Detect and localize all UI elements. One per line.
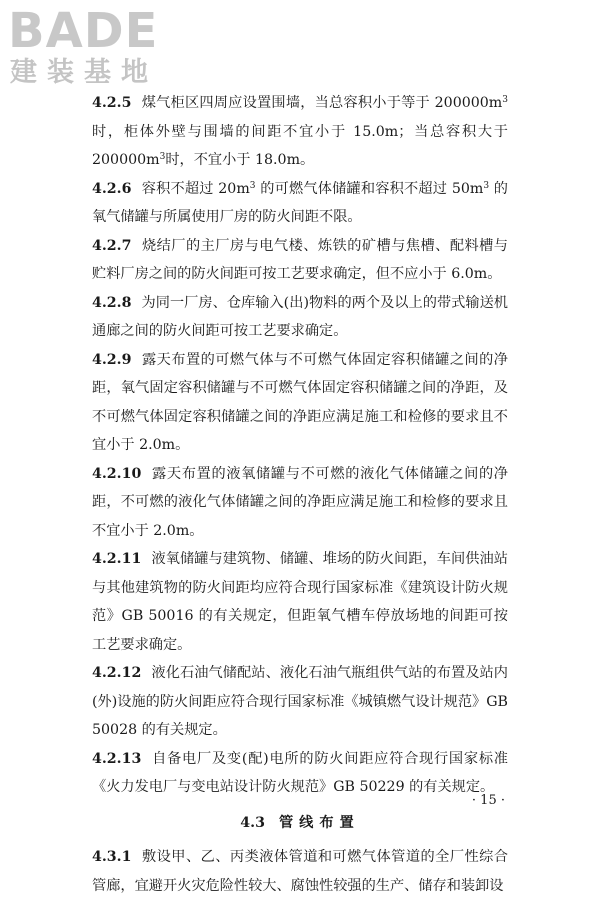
clause-number: 4.2.11 [92, 551, 142, 567]
logo-subtitle-text: 建装基地 [10, 57, 158, 88]
document-body [92, 89, 508, 900]
unit-superscript: 3 [249, 180, 256, 191]
clause-number: 4.2.10 [92, 465, 142, 482]
clause-number: 4.2.12 [92, 665, 142, 681]
clause-paragraph [92, 89, 508, 175]
unit-superscript: 3 [502, 95, 508, 105]
clause-number: 4.2.7 [92, 237, 132, 254]
clause-number: 4.2.9 [92, 351, 132, 368]
clause-number: 4.2.6 [92, 180, 132, 197]
bade-logo [8, 2, 178, 94]
clause-text: 容积不超过 20m [141, 180, 250, 197]
clause-paragraph [92, 232, 508, 289]
clause-text: 时，不宜小于 18.0m。 [165, 152, 315, 168]
clause-text: 露天布置的可燃气体与不可燃气体固定容积储罐之间的净距，氧气固定容积储罐与不可燃气体固定容积储罐之间的净距，及不可燃气体固定容积储罐之间的净距应满足施工和检修的要求且不宜小于 2.0m。 [92, 351, 508, 453]
page-number: · 15 · [471, 793, 505, 808]
unit-superscript: 3 [483, 180, 490, 191]
clause-text: 煤气柜区四周应设置围墙，当总容积小于等于 200000m [141, 95, 503, 111]
clause-text: 露天布置的液氧储罐与不可燃的液化气体储罐之间的净距，不可燃的液化气体储罐之间的净距应满足施工和检修的要求且不宜小于 2.0m。 [92, 465, 508, 539]
clause-paragraph [92, 289, 508, 346]
logo-brand-text: BADE [8, 3, 159, 59]
clause-text: 液化石油气储配站、液化石油气瓶组供气站的布置及站内(外)设施的防火间距应符合现行国家标准《城镇燃气设计规范》GB 50028 的有关规定。 [92, 665, 508, 738]
clause-text: 为同一厂房、仓库输入(出)物料的两个及以上的带式输送机通廊之间的防火间距可按工艺要求确定。 [92, 294, 508, 339]
clause-paragraph [92, 545, 508, 659]
clause-number: 4.3.1 [92, 849, 132, 865]
clause-paragraph [92, 659, 508, 745]
clause-paragraph [92, 346, 508, 460]
clause-text: 敷设甲、乙、丙类液体管道和可燃气体管道的全厂性综合管廊，宜避开火灾危险性较大、腐蚀性较强的生产、储存和装卸设 [92, 849, 508, 894]
section-title: 管线布置 [278, 814, 360, 831]
clause-text: 烧结厂的主厂房与电气楼、炼铁的矿槽与焦槽、配料槽与贮料厂房之间的防火间距可按工艺要求确定，但不应小于 6.0m。 [92, 237, 508, 282]
clause-number: 4.2.8 [92, 294, 132, 311]
section-heading [92, 809, 508, 838]
clause-number: 4.2.13 [92, 750, 142, 767]
section-number: 4.3 [240, 814, 265, 831]
clause-paragraph [92, 843, 508, 900]
clause-text: 时，柜体外壁与围墙的间距不宜小于 15.0m；当总容积大于200000m [92, 123, 508, 168]
clause-paragraph [92, 175, 508, 232]
clause-text: 的氧气储罐与所属使用厂房的防火间距不限。 [92, 180, 508, 225]
clause-text: 液氧储罐与建筑物、储罐、堆场的防火间距，车间供油站与其他建筑物的防火间距均应符合现行国家标准《建筑设计防火规范》GB 50016 的有关规定，但距氧气槽车停放场地的间距可按工艺要求确定。 [92, 551, 508, 653]
clause-text: 自备电厂及变(配)电所的防火间距应符合现行国家标准《火力发电厂与变电站设计防火规范》GB 50229 的有关规定。 [92, 750, 508, 795]
unit-superscript: 3 [159, 152, 166, 162]
clause-text: 的可燃气体储罐和容积不超过 50m [255, 180, 484, 197]
clause-paragraph [92, 460, 508, 546]
clause-paragraph [92, 745, 508, 802]
clause-number: 4.2.5 [92, 95, 132, 111]
